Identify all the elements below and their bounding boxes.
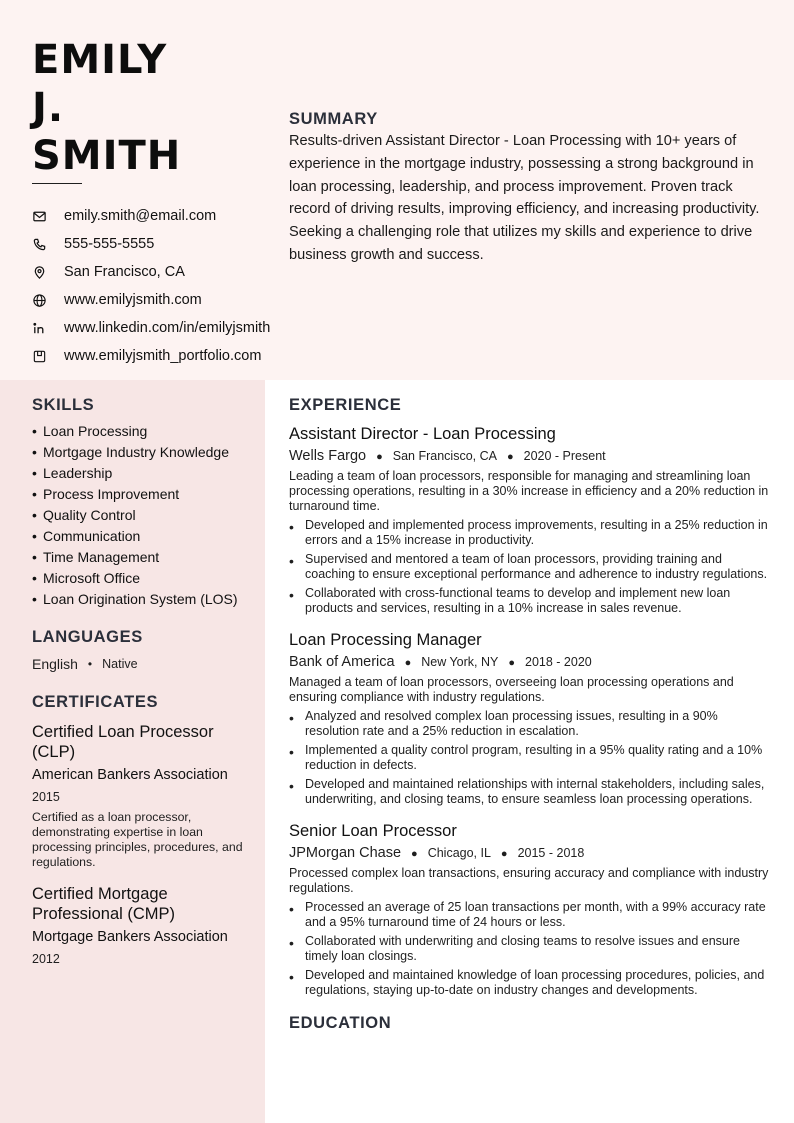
job-bullets: [289, 518, 769, 616]
contact-list: [32, 202, 270, 370]
skill-item: • Communication: [32, 528, 247, 545]
skill-item: • Mortgage Industry Knowledge: [32, 444, 247, 461]
languages-heading: LANGUAGES: [32, 628, 143, 646]
job-description: Processed complex loan transactions, ensuring accuracy and compliance with industry regulations.: [289, 866, 769, 895]
certificate-description: Certified as a loan processor, demonstrating expertise in loan processing principles, procedures, and regulations.: [32, 810, 243, 869]
meta-separator: ●: [376, 451, 383, 463]
contact-phone[interactable]: [32, 230, 270, 258]
certificates-heading: CERTIFICATES: [32, 693, 159, 711]
job-location: Chicago, IL: [427, 846, 491, 860]
left-column: [32, 396, 247, 966]
job-bullet: • Analyzed and resolved complex loan processing issues, resulting in a 90% resolution rate and a 25% reduction in escalation.: [289, 709, 769, 739]
language-name: English: [32, 656, 78, 672]
meta-separator: ●: [506, 451, 514, 463]
skill-item: • Loan Processing: [32, 423, 247, 440]
education-heading: EDUCATION: [289, 1014, 392, 1032]
job-bullets: [289, 709, 769, 807]
certificate-item: [32, 884, 247, 966]
portfolio-icon: [32, 346, 56, 366]
experience-heading: EXPERIENCE: [289, 396, 402, 414]
job-dates: 2020 - Present: [523, 449, 606, 463]
job-bullet: • Implemented a quality control program, resulting in a 95% quality rating and a 10% reduction in defects.: [289, 743, 769, 773]
skills-heading: SKILLS: [32, 396, 95, 414]
job-entry: [289, 424, 769, 616]
linkedin-icon: [32, 318, 56, 338]
job-bullet: • Collaborated with cross-functional teams to develop and implement new loan products and services, resulting in a 10% increase in sales revenue.: [289, 586, 769, 616]
job-entry: [289, 630, 769, 807]
job-location: New York, NY: [421, 655, 499, 669]
skill-item: • Loan Origination System (LOS): [32, 591, 247, 608]
globe-icon: [32, 290, 56, 310]
job-dates: 2018 - 2020: [525, 655, 592, 669]
contact-portfolio-text: www.emilyjsmith_portfolio.com: [64, 348, 262, 364]
job-title: Assistant Director - Loan Processing: [289, 425, 556, 443]
certificate-item: [32, 722, 247, 870]
meta-separator: ●: [411, 848, 418, 860]
job-location: San Francisco, CA: [392, 449, 497, 463]
job-meta: [289, 448, 769, 464]
certificate-year: 2015: [32, 790, 60, 804]
skill-item: • Microsoft Office: [32, 570, 247, 587]
contact-email[interactable]: [32, 202, 270, 230]
name-middle: J.: [32, 85, 65, 131]
language-level: Native: [102, 657, 138, 671]
certificate-year: 2012: [32, 952, 60, 966]
contact-location: [32, 258, 270, 286]
phone-icon: [32, 234, 56, 254]
job-bullet: • Processed an average of 25 loan transactions per month, with a 99% accuracy rate and a 95% turnaround time of 24 hours or less.: [289, 900, 769, 930]
contact-website[interactable]: [32, 286, 270, 314]
job-company: Wells Fargo: [289, 448, 367, 464]
certificate-name: Certified Loan Processor (CLP): [32, 723, 214, 761]
job-company: Bank of America: [289, 654, 395, 670]
job-bullet: • Supervised and mentored a team of loan processors, providing training and coaching to ensure exceptional performance and adherence to industry regulations.: [289, 552, 769, 582]
contact-phone-text: 555-555-5555: [64, 236, 155, 252]
skill-item: • Leadership: [32, 465, 247, 482]
candidate-name: [32, 36, 252, 180]
language-item: [32, 656, 247, 672]
job-meta: [289, 845, 769, 861]
contact-website-text: www.emilyjsmith.com: [64, 292, 202, 308]
job-bullet: • Developed and maintained relationships with internal stakeholders, including sales, underwriting, and closing teams, to ensure seamless loan processing operations.: [289, 777, 769, 807]
summary-text: Results-driven Assistant Director - Loan Processing with 10+ years of experience in the mortgage industry, possessing a strong background in loan processing, leadership, and process improvement. Proven track record of driving results, improving efficiency, and increasing productivity. Seeking a challenging role that utilizes my skills and experience to drive business growth and success.: [289, 133, 760, 263]
job-title: Loan Processing Manager: [289, 631, 482, 649]
meta-separator: ●: [500, 848, 508, 860]
language-separator: •: [87, 657, 93, 671]
certificate-org: Mortgage Bankers Association: [32, 929, 228, 945]
job-dates: 2015 - 2018: [517, 846, 585, 860]
contact-portfolio[interactable]: [32, 342, 270, 370]
job-bullet: • Developed and implemented process improvements, resulting in a 25% reduction in errors and a 15% increase in productivity.: [289, 518, 769, 548]
certificate-org: American Bankers Association: [32, 767, 228, 783]
job-bullet: • Developed and maintained knowledge of loan processing procedures, policies, and regulations, staying up-to-date on industry changes and developments.: [289, 968, 769, 998]
contact-linkedin[interactable]: [32, 314, 270, 342]
job-title: Senior Loan Processor: [289, 822, 457, 840]
meta-separator: ●: [404, 657, 412, 669]
certificate-name: Certified Mortgage Professional (CMP): [32, 885, 176, 923]
name-divider: [32, 183, 82, 184]
summary-heading: SUMMARY: [289, 110, 378, 128]
name-first: EMILY: [32, 37, 168, 83]
job-meta: [289, 654, 769, 670]
job-bullets: [289, 900, 769, 998]
contact-email-text: emily.smith@email.com: [64, 208, 217, 224]
job-description: Managed a team of loan processors, overseeing loan processing operations and ensuring compliance with industry regulations.: [289, 675, 734, 704]
email-icon: [32, 206, 56, 226]
skills-list: [32, 423, 247, 608]
job-entry: [289, 821, 769, 998]
contact-linkedin-text: www.linkedin.com/in/emilyjsmith: [64, 320, 271, 336]
contact-location-text: San Francisco, CA: [64, 264, 185, 280]
job-company: JPMorgan Chase: [289, 845, 402, 861]
skill-item: • Time Management: [32, 549, 247, 566]
job-description: Leading a team of loan processors, responsible for managing and streamlining loan processing operations, resulting in a 30% increase in efficiency and a 20% reduction in turnaround time.: [289, 469, 769, 513]
skill-item: • Quality Control: [32, 507, 247, 524]
summary-section: [289, 110, 769, 267]
job-bullet: • Collaborated with underwriting and closing teams to resolve issues and ensure timely loan closings.: [289, 934, 769, 964]
location-icon: [32, 262, 56, 282]
name-last: SMITH: [32, 133, 182, 179]
skill-item: • Process Improvement: [32, 486, 247, 503]
right-column: [289, 396, 769, 1033]
meta-separator: ●: [508, 657, 516, 669]
